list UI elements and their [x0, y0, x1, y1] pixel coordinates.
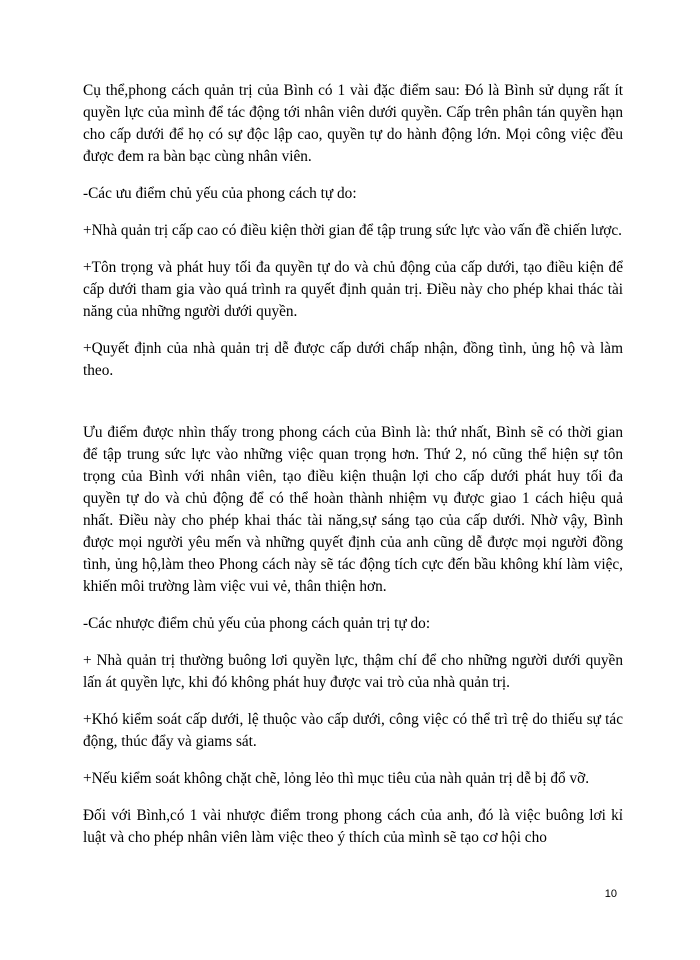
- paragraph-binh-advantages: Ưu điểm được nhìn thấy trong phong cách của Bình là: thứ nhất, Bình sẽ có thời gian để tập trung sức lực vào những việc quan trọng hơn. Thứ 2, nó cũng thể hiện sự tôn trọng của Bình với nhân viên, tạo điều kiện thuận lợi cho cấp dưới phát huy tối đa quyền tự do và chủ động để có thể hoàn thành nhiệm vụ được giao 1 cách hiệu quả nhất. Điều này cho phép khai thác tài năng,sự sáng tạo của cấp dưới. Nhờ vậy, Bình được mọi người yêu mến và những quyết định của anh cũng dễ được mọi người đồng tình, ủng hộ,làm theo Phong cách này sẽ tác động tích cực đến bầu không khí làm việc, khiến môi trường làm việc vui vẻ, thân thiện hơn.: [83, 424, 623, 595]
- paragraph-advantage-1: +Nhà quản trị cấp cao có điều kiện thời gian để tập trung sức lực vào vấn đề chiến lược.: [83, 222, 622, 239]
- paragraph-advantage-3: +Quyết định của nhà quản trị dễ được cấp dưới chấp nhận, đồng tình, ủng hộ và làm theo.: [83, 340, 623, 379]
- paragraph-disadvantage-2: +Khó kiểm soát cấp dưới, lệ thuộc vào cấp dưới, công việc có thể trì trệ do thiếu sự tác động, thúc đẩy và giams sát.: [83, 711, 623, 750]
- paragraph-binh-disadvantages: Đối với Bình,có 1 vài nhược điểm trong phong cách của anh, đó là việc buông lơi kỉ luật và cho phép nhân viên làm việc theo ý thích của mình sẽ tạo cơ hội cho: [83, 807, 623, 846]
- paragraph-disadvantage-3: +Nếu kiểm soát không chặt chẽ, lỏng lẻo thì mục tiêu của nàh quản trị dễ bị đổ vỡ.: [83, 770, 590, 787]
- paragraph-advantage-2: +Tôn trọng và phát huy tối đa quyền tự do và chủ động của cấp dưới, tạo điều kiện để cấp dưới tham gia vào quá trình ra quyết định quản trị. Điều này cho phép khai thác tài năng của những người dưới quyền.: [83, 259, 623, 320]
- paragraph-disadvantages-heading: -Các nhược điểm chủ yếu của phong cách quản trị tự do:: [83, 615, 431, 632]
- paragraph-advantages-heading: -Các ưu điểm chủ yếu của phong cách tự do:: [83, 185, 357, 202]
- paragraph-style-description: Cụ thể,phong cách quản trị của Bình có 1 vài đặc điểm sau: Đó là Bình sử dụng rất ít quyền lực của mình để tác động tới nhân viên dưới quyền. Cấp trên phân tán quyền hạn cho cấp dưới để họ có sự độc lập cao, quyền tự do hành động lớn. Mọi công việc đều được đem ra bàn bạc cùng nhân viên.: [83, 82, 623, 165]
- page-number: 10: [604, 888, 617, 900]
- paragraph-disadvantage-1: + Nhà quản trị thường buông lơi quyền lực, thậm chí để cho những người dưới quyền lấn át quyền lực, khi đó không phát huy được vai trò của nhà quản trị.: [83, 652, 623, 691]
- page-body: [83, 80, 623, 864]
